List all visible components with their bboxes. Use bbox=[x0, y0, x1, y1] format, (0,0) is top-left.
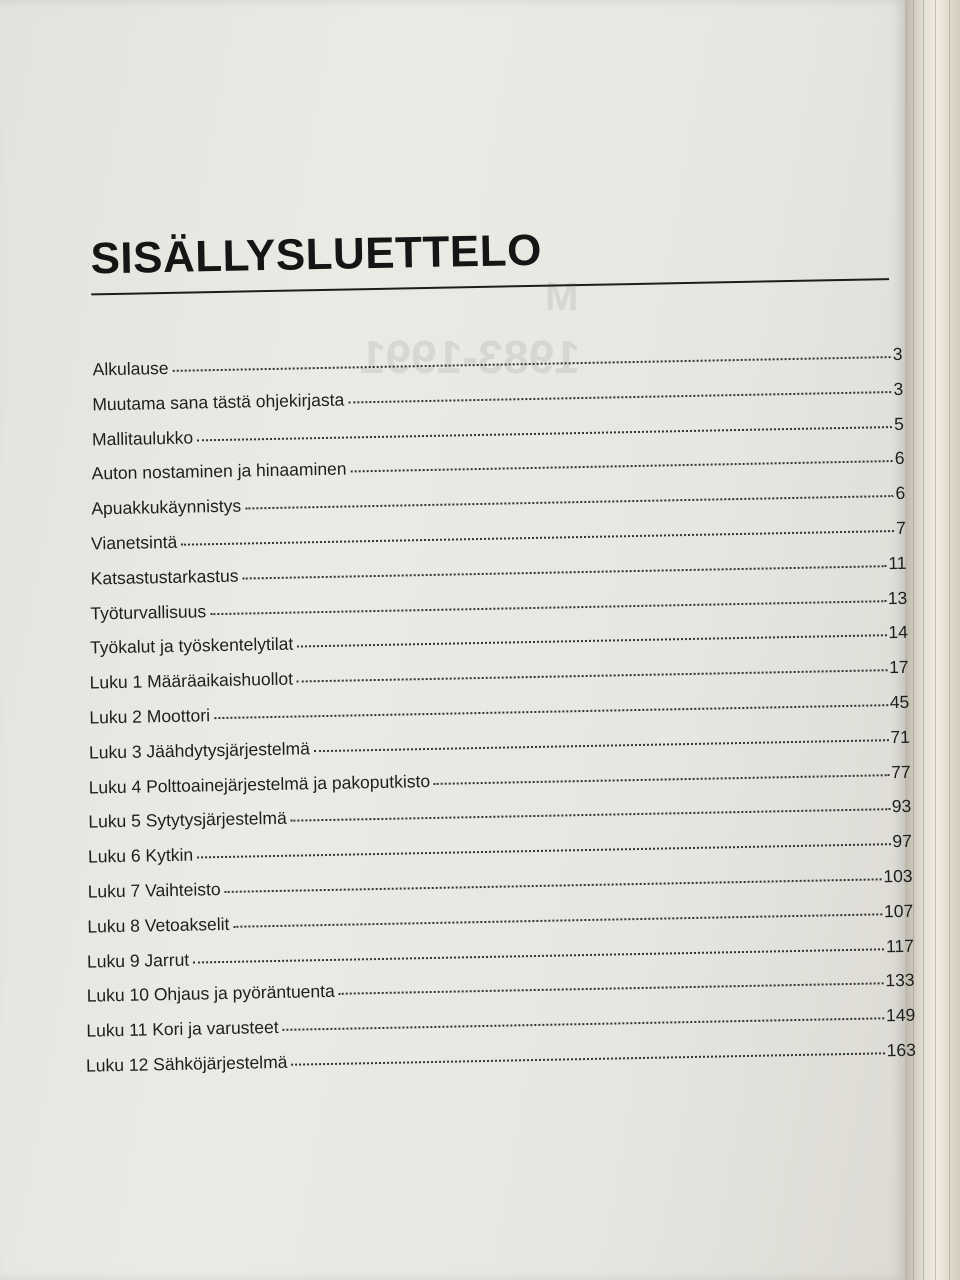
toc-entry-page: 6 bbox=[895, 483, 906, 504]
toc-entry-label: Mallitaulukko bbox=[91, 427, 194, 450]
toc-entry-page: 97 bbox=[892, 830, 913, 852]
toc-entry-label: Luku 9 Jarrut bbox=[86, 949, 190, 972]
toc-entry-label: Luku 1 Määräaikaishuollot bbox=[89, 668, 294, 693]
toc-entry-label: Luku 12 Sähköjärjestelmä bbox=[85, 1051, 288, 1076]
dot-leader bbox=[243, 564, 887, 579]
dot-leader bbox=[197, 842, 890, 858]
toc-entry-page: 3 bbox=[893, 378, 904, 399]
toc-entry-page: 5 bbox=[893, 413, 905, 434]
dot-leader bbox=[173, 355, 891, 372]
dot-leader bbox=[291, 808, 890, 823]
dot-leader bbox=[245, 494, 893, 509]
dot-leader bbox=[434, 773, 889, 785]
toc-entry-label: Työturvallisuus bbox=[90, 600, 207, 624]
toc-entry-page: 6 bbox=[894, 448, 905, 469]
dot-leader bbox=[193, 947, 884, 963]
toc-entry-page: 11 bbox=[888, 552, 907, 573]
dot-leader bbox=[291, 1051, 884, 1065]
toc-entry-label: Vianetsintä bbox=[90, 531, 178, 554]
toc-entry-page: 133 bbox=[885, 970, 915, 991]
toc-entry-page: 3 bbox=[892, 343, 903, 365]
dot-leader bbox=[297, 668, 887, 682]
toc-entry-page: 117 bbox=[885, 935, 915, 956]
toc-entry-page: 107 bbox=[883, 900, 914, 922]
toc-entry-label: Apuakkukäynnistys bbox=[91, 495, 242, 519]
show-through-text: 1983-1991 bbox=[360, 331, 580, 383]
toc-entry-label: Alkulause bbox=[92, 357, 169, 380]
dot-leader bbox=[351, 459, 893, 472]
toc-entry-page: 17 bbox=[888, 656, 909, 678]
toc-entry-label: Auton nostaminen ja hinaaminen bbox=[91, 458, 347, 484]
toc-entry-label: Luku 4 Polttoainejärjestelmä ja pakoputkisto bbox=[88, 770, 431, 798]
toc-entry-page: 71 bbox=[890, 726, 911, 747]
toc-list bbox=[62, 344, 916, 1091]
toc-entry-page: 163 bbox=[886, 1039, 917, 1061]
toc-entry-page: 7 bbox=[895, 517, 907, 538]
show-through-text: M bbox=[545, 275, 579, 319]
toc-entry-label: Luku 7 Vaihteisto bbox=[87, 878, 221, 902]
page-stack-edge bbox=[905, 0, 960, 1280]
toc-entry-page: 14 bbox=[888, 622, 909, 643]
dot-leader bbox=[197, 425, 892, 441]
toc-entry-page: 45 bbox=[889, 691, 910, 713]
dot-leader bbox=[297, 634, 886, 648]
toc-entry-label: Luku 8 Vetoakselit bbox=[87, 913, 230, 937]
toc-entry-label: Luku 11 Kori ja varusteet bbox=[86, 1017, 279, 1041]
toc-entry-page: 93 bbox=[891, 796, 912, 817]
toc-entry-page: 13 bbox=[887, 587, 908, 608]
toc-entry-label: Luku 10 Ohjaus ja pyöräntuenta bbox=[86, 981, 335, 1006]
toc-entry-page: 103 bbox=[883, 865, 913, 887]
table-of-contents bbox=[60, 214, 916, 1091]
dot-leader bbox=[283, 1016, 884, 1031]
toc-entry-label: Luku 6 Kytkin bbox=[87, 844, 194, 867]
toc-entry-page: 149 bbox=[885, 1004, 916, 1026]
toc-entry-label: Luku 2 Moottori bbox=[89, 705, 211, 728]
toc-entry-label: Luku 3 Jäähdytysjärjestelmä bbox=[88, 738, 310, 763]
toc-entry-label: Luku 5 Sytytysjärjestelmä bbox=[88, 808, 287, 832]
dot-leader bbox=[214, 703, 888, 719]
dot-leader bbox=[181, 529, 894, 546]
dot-leader bbox=[225, 877, 882, 893]
toc-entry-label: Katsastustarkastus bbox=[90, 565, 239, 589]
dot-leader bbox=[210, 599, 886, 615]
toc-entry-page: 77 bbox=[890, 761, 911, 782]
dot-leader bbox=[233, 912, 882, 927]
dot-leader bbox=[314, 738, 889, 752]
page-title: SISÄLLYSLUETTELO bbox=[90, 225, 543, 284]
dot-leader bbox=[348, 390, 891, 403]
toc-entry-label: Työkalut ja työskentelytilat bbox=[89, 633, 294, 658]
toc-entry-label: Muutama sana tästä ohjekirjasta bbox=[92, 389, 345, 415]
dot-leader bbox=[339, 982, 884, 995]
